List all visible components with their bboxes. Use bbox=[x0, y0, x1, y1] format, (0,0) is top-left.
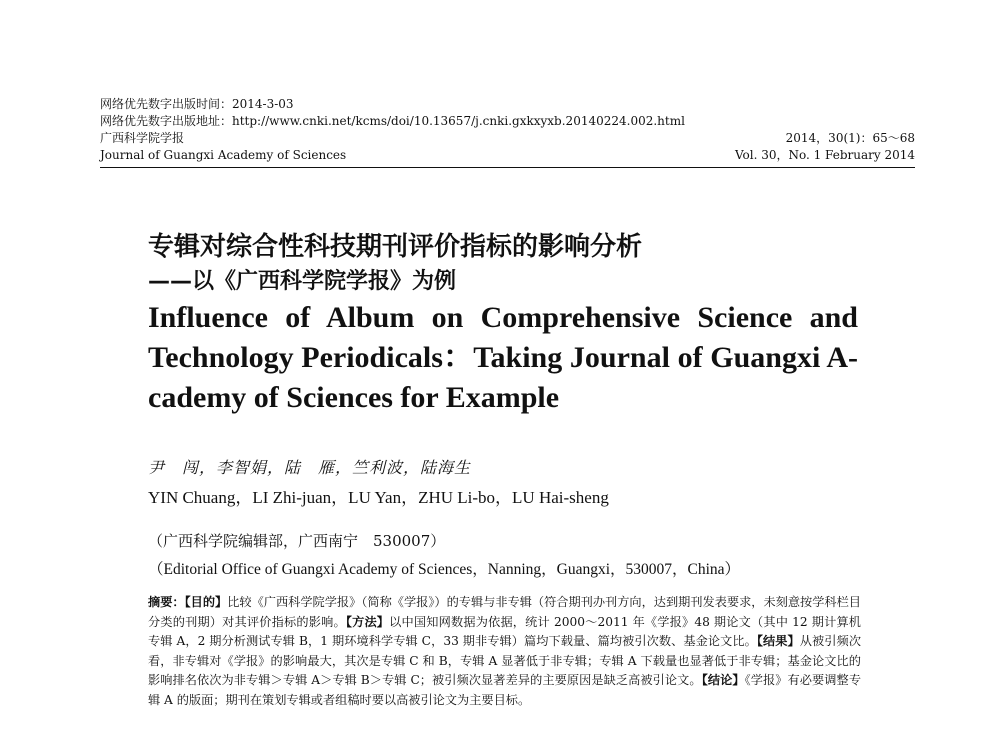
results-label: 【结果】 bbox=[756, 634, 800, 648]
abstract bbox=[148, 593, 861, 710]
citation-info: 2014，30(1)：65～68 bbox=[785, 131, 915, 145]
affiliation-cn: （广西科学院编辑部，广西南宁 530007） bbox=[148, 532, 446, 550]
objective-label: 【目的】 bbox=[184, 595, 228, 609]
online-publication-url[interactable]: 网络优先数字出版地址：http://www.cnki.net/kcms/doi/10.13657/j.cnki.gxkxyxb.20140224.002.html bbox=[100, 114, 685, 128]
paper-title-en: Influence of Album on Comprehensive Science and Technology Periodicals：Taking Journal of Guangxi A-cademy of Sciences for Example bbox=[148, 301, 858, 414]
authors-en: YIN Chuang，LI Zhi-juan，LU Yan，ZHU Li-bo，LU Hai-sheng bbox=[148, 488, 609, 507]
authors-cn: 尹 闯，李智娟，陆 雁，竺利波，陆海生 bbox=[148, 458, 472, 477]
affiliation-en: （Editorial Office of Guangxi Academy of Sciences，Nanning，Guangxi，530007，China） bbox=[148, 561, 741, 578]
journal-name-en: Journal of Guangxi Academy of Sciences bbox=[100, 148, 347, 162]
header-divider bbox=[100, 167, 915, 168]
abstract-label: 摘要： bbox=[148, 595, 185, 609]
paper-title-cn: 专辑对综合性科技期刊评价指标的影响分析 bbox=[148, 232, 643, 262]
conclusion-label: 【结论】 bbox=[701, 673, 745, 687]
paper-subtitle-cn: ——以《广西科学院学报》为例 bbox=[148, 269, 457, 294]
volume-info: Vol. 30，No. 1 February 2014 bbox=[734, 148, 915, 162]
objective-text: 比较《广西科学院学报》（简称《学报》）的专辑与非专辑（符合期刊办刊方向，达到期刊发表要求，未刻意按学科栏目分类的刊期）对其评价指标的影响。 bbox=[148, 595, 861, 629]
online-publication-time: 网络优先数字出版时间：2014-3-03 bbox=[100, 97, 294, 111]
journal-header bbox=[100, 96, 915, 164]
methods-text: 以中国知网数据为依据，统计 2000～2011 年《学报》48 期论文（其中 12 期计算机专辑 A，2 期分析测试专辑 B，1 期环境科学专辑 C，33 期非专辑）篇均下载量、篇均被引次数、基金论文比。 bbox=[148, 614, 861, 648]
journal-name-cn: 广西科学院学报 bbox=[100, 131, 185, 145]
results-text: 从被引频次看，非专辑对《学报》的影响最大，其次是专辑 C 和 B，专辑 A 显著低于非专辑；专辑 A 下载量也显著低于非专辑；基金论文比的影响排名依次为非专辑＞专辑 A＞专辑 B＞专辑 C；被引频次显著差异的主要原因是缺乏高被引论文。 bbox=[148, 634, 862, 687]
conclusion-text: 《学报》有必要调整专辑 A 的版面；期刊在策划专辑或者组稿时要以高被引论文为主要目标。 bbox=[148, 673, 862, 707]
journal-citation-row bbox=[100, 130, 915, 147]
methods-label: 【方法】 bbox=[345, 614, 390, 629]
journal-volume-row bbox=[100, 147, 915, 164]
